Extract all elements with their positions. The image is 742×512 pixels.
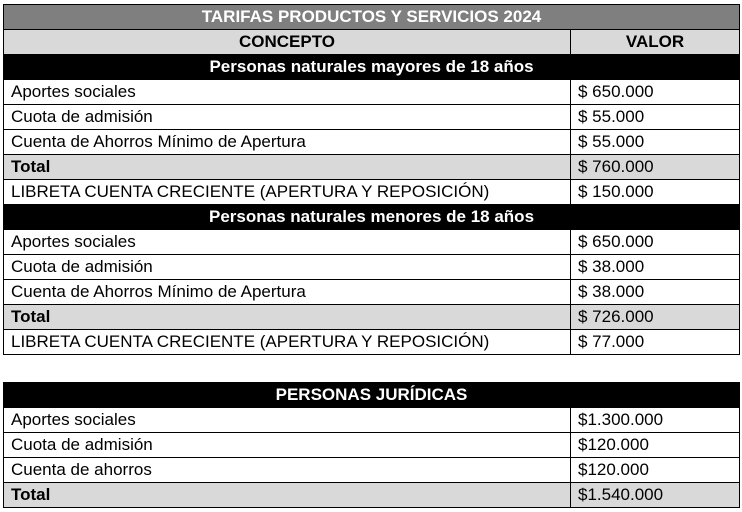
total-value: $ 726.000 xyxy=(571,305,740,330)
concept-cell: LIBRETA CUENTA CRECIENTE (APERTURA Y REPOSICIÓN) xyxy=(4,330,571,355)
total-row xyxy=(4,305,740,330)
value-cell: $ 150.000 xyxy=(571,180,740,205)
concept-cell: Cuota de admisión xyxy=(4,255,571,280)
concept-cell: Cuota de admisión xyxy=(4,433,571,458)
table-row xyxy=(4,180,740,205)
value-cell: $120.000 xyxy=(571,433,740,458)
total-value: $ 760.000 xyxy=(571,155,740,180)
value-cell: $ 650.000 xyxy=(571,230,740,255)
table-row xyxy=(4,330,740,355)
value-cell: $ 55.000 xyxy=(571,105,740,130)
column-header-row xyxy=(4,30,740,55)
section-header-row xyxy=(4,383,740,408)
column-header-value: VALOR xyxy=(571,30,740,55)
concept-cell: Aportes sociales xyxy=(4,230,571,255)
section-title-minors: Personas naturales menores de 18 años xyxy=(4,205,740,230)
table-row xyxy=(4,433,740,458)
total-label: Total xyxy=(4,483,571,508)
value-cell: $1.300.000 xyxy=(571,408,740,433)
section-header-row xyxy=(4,205,740,230)
value-cell: $120.000 xyxy=(571,458,740,483)
total-label: Total xyxy=(4,305,571,330)
table-row xyxy=(4,458,740,483)
table-row xyxy=(4,255,740,280)
table-row xyxy=(4,408,740,433)
concept-cell: Cuenta de Ahorros Mínimo de Apertura xyxy=(4,280,571,305)
table-row xyxy=(4,80,740,105)
total-row xyxy=(4,155,740,180)
value-cell: $ 55.000 xyxy=(571,130,740,155)
value-cell: $ 38.000 xyxy=(571,280,740,305)
concept-cell: Cuenta de Ahorros Mínimo de Apertura xyxy=(4,130,571,155)
concept-cell: Aportes sociales xyxy=(4,408,571,433)
table-row xyxy=(4,105,740,130)
table-row xyxy=(4,130,740,155)
tariffs-table xyxy=(3,4,740,355)
column-header-concept: CONCEPTO xyxy=(4,30,571,55)
section-title-adults: Personas naturales mayores de 18 años xyxy=(4,55,740,80)
value-cell: $ 77.000 xyxy=(571,330,740,355)
table-row xyxy=(4,280,740,305)
juridicas-table xyxy=(3,382,740,508)
table-title-row xyxy=(4,5,740,30)
concept-cell: Cuota de admisión xyxy=(4,105,571,130)
table-title: TARIFAS PRODUCTOS Y SERVICIOS 2024 xyxy=(4,5,740,30)
total-label: Total xyxy=(4,155,571,180)
concept-cell: Cuenta de ahorros xyxy=(4,458,571,483)
concept-cell: LIBRETA CUENTA CRECIENTE (APERTURA Y REPOSICIÓN) xyxy=(4,180,571,205)
section-title-juridicas: PERSONAS JURÍDICAS xyxy=(4,383,740,408)
table-row xyxy=(4,230,740,255)
total-row xyxy=(4,483,740,508)
total-value: $1.540.000 xyxy=(571,483,740,508)
value-cell: $ 650.000 xyxy=(571,80,740,105)
concept-cell: Aportes sociales xyxy=(4,80,571,105)
value-cell: $ 38.000 xyxy=(571,255,740,280)
section-header-row xyxy=(4,55,740,80)
